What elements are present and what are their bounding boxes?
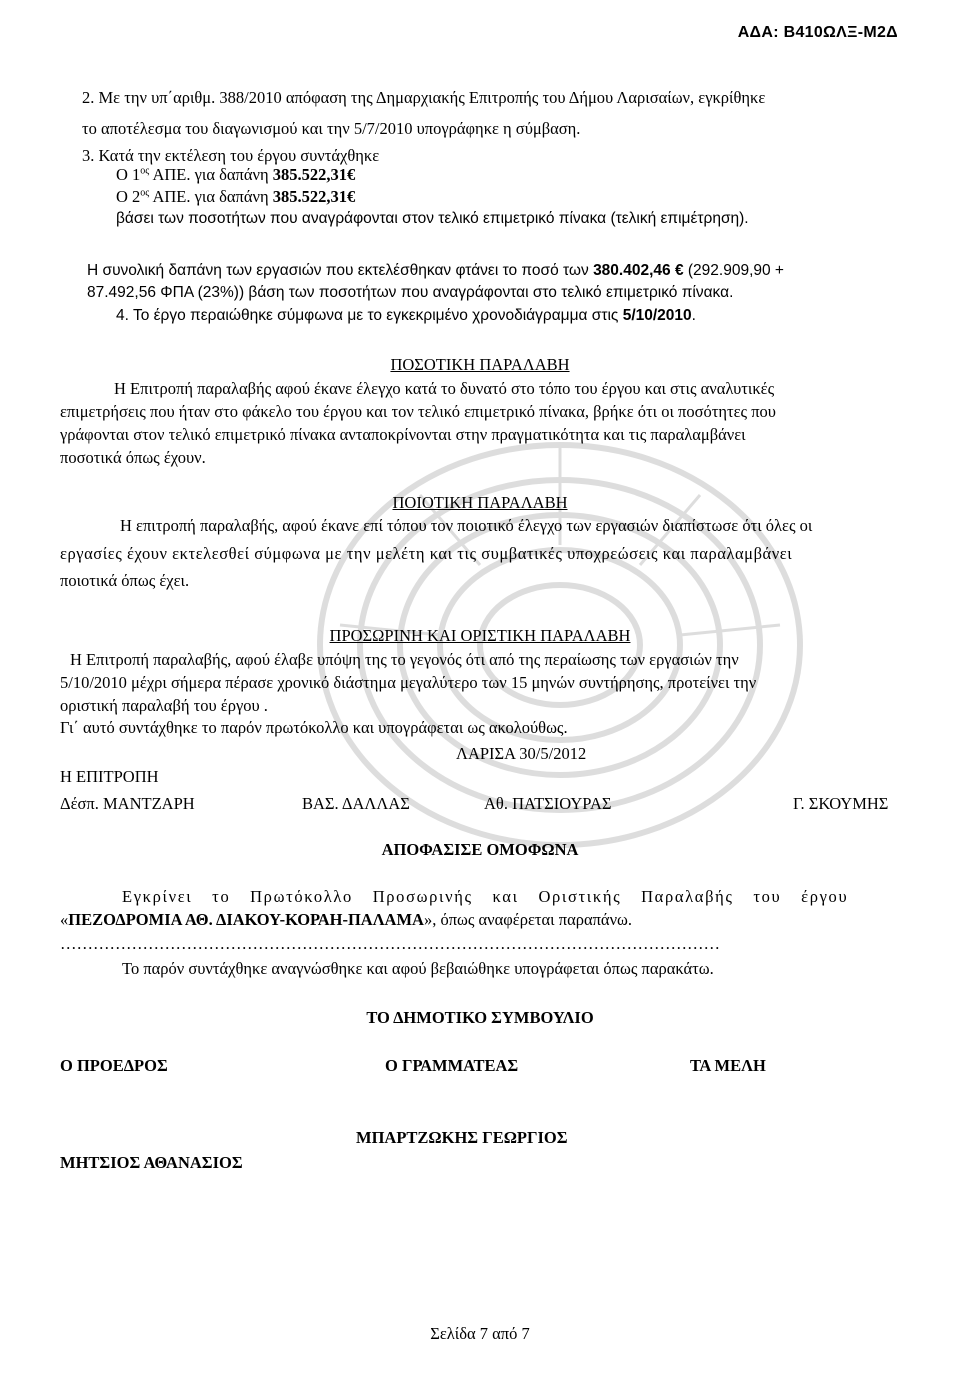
committee-member-4: Γ. ΣΚΟΥΜΗΣ [793,794,889,813]
quantitative-receipt-title: ΠΟΣΟΤΙΚΗ ΠΑΡΑΛΑΒΗ [390,355,570,374]
quantities-basis: βάσει των ποσοτήτων που αναγράφονται στον τελικό επιμετρικό πίνακα (τελική επιμέτρηση). [116,210,749,227]
decision-line-1: Εγκρίνει το Πρωτόκολλο Προσωρινής και Οριστικής Παραλαβής του έργου [122,887,849,906]
committee-label: Η ΕΠΙΤΡΟΠΗ [60,767,159,786]
quantitative-line-2: επιμετρήσεις που ήταν στο φάκελο του έργου και τον τελικό επιμετρικό πίνακα, βρήκε ότι οι ποσότητες που [60,402,776,421]
qualitative-line-2: εργασίες έχουν εκτελεσθεί σύμφωνα με την μελέτη και τις συμβατικές υποχρεώσεις και παραλαμβάνει [60,544,793,563]
decision-title: ΑΠΟΦΑΣΙΣΕ ΟΜΟΦΩΝΑ [381,840,579,859]
committee-member-1: Δέσπ. ΜΑΝΤΖΑΡΗ [60,794,195,813]
ada-code: ΑΔΑ: Β410ΩΛΞ-Μ2Δ [737,24,898,41]
council-title: ΤΟ ΔΗΜΟΤΙΚΟ ΣΥΜΒΟΥΛΙΟ [366,1008,594,1027]
qualitative-line-1: Η επιτροπή παραλαβής, αφού έκανε επί τόπου τον ποιοτικό έλεγχο των εργασιών διαπίστωσε ότι όλες οι [120,516,813,535]
committee-member-2: ΒΑΣ. ΔΑΛΛΑΣ [302,794,410,813]
item-2-line-2: το αποτέλεσμα του διαγωνισμού και την 5/7/2010 υπογράφηκε η σύμβαση. [82,119,581,138]
final-line-4: Γι΄ αυτό συντάχθηκε το παρόν πρωτόκολλο και υπογράφεται ως ακολούθως. [60,718,568,737]
decision-line-3: Το παρόν συντάχθηκε αναγνώσθηκε και αφού βεβαιώθηκε υπογράφεται όπως παρακάτω. [122,959,714,978]
quantitative-line-1: Η Επιτροπή παραλαβής αφού έκανε έλεγχο κατά το δυνατό στο τόπο του έργου και στις αναλυτικές [114,379,775,398]
decision-line-2: «ΠΕΖΟΔΡΟΜΙΑ ΑΘ. ΔΙΑΚΟΥ-ΚΟΡΑΗ-ΠΑΛΑΜΑ», όπως αναφέρεται παραπάνω. [60,910,633,929]
item-3-line-1: 3. Κατά την εκτέλεση του έργου συντάχθηκε [82,146,380,165]
decision-dots: ………………………………………………………………………………………………………… [60,934,720,953]
qualitative-receipt-title: ΠΟΙΟΤΙΚΗ ΠΑΡΑΛΑΒΗ [392,493,568,512]
council-president: Ο ΠΡΟΕΔΡΟΣ [60,1056,168,1075]
item-2-line-1: 2. Με την υπ΄αριθμ. 388/2010 απόφαση της Δημαρχιακής Επιτροπής του Δήμου Λαρισαίων, εγκρίθηκε [82,88,766,107]
final-line-3: οριστική παραλαβή του έργου . [60,696,268,715]
ape-1-line: Ο $1^{o\varsigma}$ ΑΠΕ. για δαπάνη 385.522,31€ [116,165,356,184]
item-4-line: 4. Το έργο περαιώθηκε σύμφωνα με το εγκεκριμένο χρονοδιάγραμμα στις 5/10/2010. [116,307,696,324]
quantitative-line-4: ποσοτικά όπως έχουν. [60,448,206,467]
final-line-1: Η Επιτροπή παραλαβής, αφού έλαβε υπόψη της το γεγονός ότι από της περαίωσης των εργασιών την [70,650,739,669]
secretary-name: ΜΠΑΡΤΖΩΚΗΣ ΓΕΩΡΓΙΟΣ [356,1128,568,1147]
qualitative-line-3: ποιοτικά όπως έχει. [60,571,190,590]
quantitative-line-3: γράφονται στον τελικό επιμετρικό πίνακα ανταποκρίνονται στην πραγματικότητα και τις παραλαμβάνει [60,425,746,444]
committee-member-3: Αθ. ΠΑΤΣΙΟΥΡΑΣ [484,794,612,813]
place-date: ΛΑΡΙΣΑ 30/5/2012 [456,744,587,763]
page-number: Σελίδα 7 από 7 [430,1324,530,1343]
final-receipt-title: ΠΡΟΣΩΡΙΝΗ ΚΑΙ ΟΡΙΣΤΙΚΗ ΠΑΡΑΛΑΒΗ [329,626,631,645]
council-members: ΤΑ ΜΕΛΗ [690,1056,766,1075]
council-secretary: Ο ΓΡΑΜΜΑΤΕΑΣ [385,1056,519,1075]
ape-2-line: Ο $2^{o\varsigma}$ ΑΠΕ. για δαπάνη 385.522,31€ [116,187,356,206]
president-name: ΜΗΤΣΙΟΣ ΑΘΑΝΑΣΙΟΣ [60,1153,243,1172]
total-cost-line-2: 87.492,56 ΦΠΑ (23%)) βάση των ποσοτήτων που αναγράφονται στο τελικό επιμετρικό πίνακα. [87,284,734,301]
final-line-2: 5/10/2010 μέχρι σήμερα πέρασε χρονικό διάστημα μεγαλύτερο των 15 μηνών συντήρησης, προτείνει την [60,673,757,692]
total-cost-line-1: Η συνολική δαπάνη των εργασιών που εκτελέσθηκαν φτάνει το ποσό των 380.402,46 € (292.909,90 + [87,262,784,279]
